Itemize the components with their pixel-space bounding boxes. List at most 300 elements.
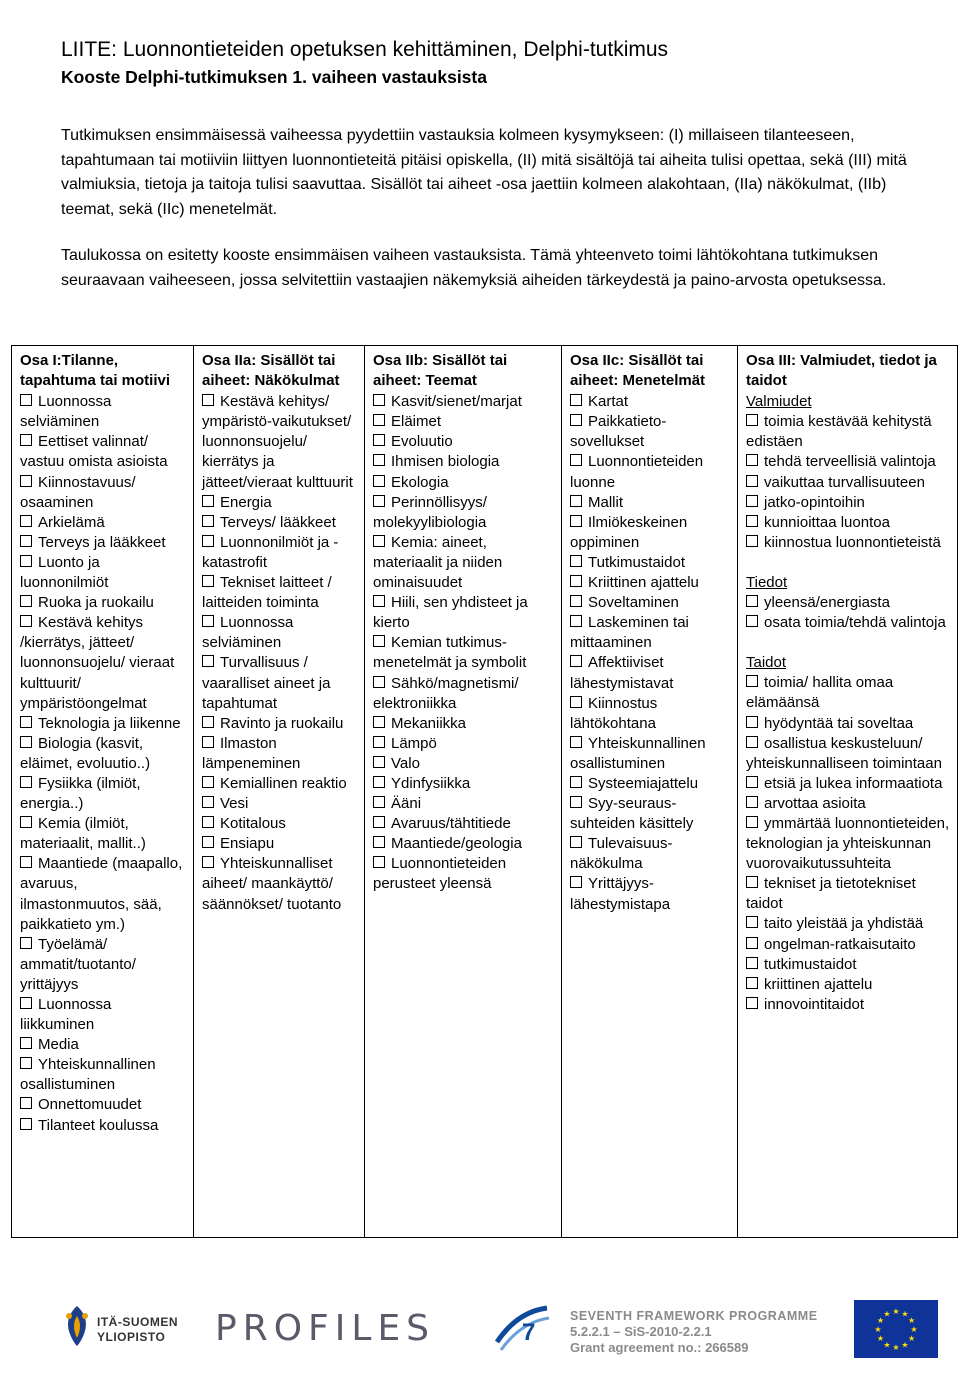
checkbox-icon (373, 394, 385, 406)
column-header: Osa IIb: Sisällöt tai aiheet: Teemat (373, 352, 508, 390)
checkbox-icon (570, 796, 582, 808)
checkbox-icon (20, 434, 32, 446)
item-list (373, 392, 555, 894)
checkbox-icon (746, 495, 758, 507)
list-item (746, 673, 951, 713)
checkbox-icon (746, 736, 758, 748)
list-item-label: Kartat (588, 393, 629, 411)
list-item (202, 814, 358, 834)
eu-star-icon: ★ (883, 1309, 891, 1319)
list-item (570, 412, 731, 452)
checkbox-icon (373, 676, 385, 688)
list-item-label: Yrittäjyys-lähestymistapa (570, 875, 671, 913)
checkbox-icon (746, 816, 758, 828)
list-item-label: ymmärtää luonnontieteiden, teknologian ja yhteiskunnan vuorovaikutussuhteita (746, 814, 950, 873)
eu-star-icon: ★ (892, 1343, 900, 1352)
checkbox-icon (570, 555, 582, 567)
list-item (202, 573, 358, 613)
list-item (20, 734, 187, 774)
list-item-label: Soveltaminen (588, 594, 679, 612)
column-header: Osa I:Tilanne, tapahtuma tai motiivi (20, 352, 171, 390)
intro-text-2: Taulukossa on esitetty kooste ensimmäisen vaiheen vastauksista. Tämä yhteenveto toimi lähtökohtana tutkimuksen seuraavaan vaiheeseen, jossa selvitettiin vastaajien näkemyksiä aiheiden tärkeydestä ja paino-arvosta opetuksessa. (61, 247, 887, 289)
section-title-tiedot: Tiedot (746, 573, 788, 591)
list-item (746, 935, 951, 955)
list-item (570, 874, 731, 914)
list-item (373, 392, 555, 412)
list-item-label: Mekaniikka (391, 714, 467, 732)
list-item (373, 452, 555, 472)
list-item-label: vaikuttaa turvallisuuteen (764, 473, 925, 491)
checkbox-icon (746, 916, 758, 928)
list-item (746, 914, 951, 934)
list-item-label: osallistua keskusteluun/ yhteiskunnalliseen toimintaan (746, 734, 942, 772)
checkbox-icon (202, 575, 214, 587)
list-item-label: Media (38, 1036, 79, 1054)
list-item (20, 1035, 187, 1055)
list-item (570, 573, 731, 593)
list-item (746, 593, 951, 613)
list-item (202, 834, 358, 854)
checkbox-icon (373, 454, 385, 466)
list-item (746, 995, 951, 1015)
checkbox-icon (20, 937, 32, 949)
checkbox-icon (20, 475, 32, 487)
uef-name (97, 1315, 178, 1345)
column-header: Osa IIa: Sisällöt tai aiheet: Näkökulmat (202, 352, 340, 390)
column-osa-iic (562, 346, 738, 1238)
checkbox-icon (746, 977, 758, 989)
checkbox-icon (746, 937, 758, 949)
list-item-label: Kemia: aineet, materiaalit ja niiden ominaisuudet (373, 533, 503, 592)
list-item (373, 834, 555, 854)
eu-star-icon: ★ (908, 1334, 916, 1343)
list-item (570, 613, 731, 653)
checkbox-icon (570, 394, 582, 406)
list-item-label: Kiinnostus lähtökohtana (570, 694, 658, 732)
list-item-label: Kestävä kehitys/ ympäristö-vaikutukset/ luonnonsuojelu/ kierrätys ja jätteet/vieraat kulttuurit (202, 393, 353, 491)
item-list (202, 392, 358, 914)
list-item (570, 392, 731, 412)
checkbox-icon (20, 1118, 32, 1130)
list-item (373, 473, 555, 493)
list-item-label: Kemiallinen reaktio (220, 774, 347, 792)
fp7-line-2: 5.2.2.1 – SiS-2010-2.2.1 (570, 1324, 712, 1339)
list-item-label: Tutkimustaidot (588, 553, 685, 571)
list-item-label: Kestävä kehitys /kierrätys, jätteet/ luonnonsuojelu/ vieraat kulttuurit/ ympäristöongelmat (20, 614, 175, 712)
list-item (373, 533, 555, 593)
checkbox-icon (20, 776, 32, 788)
list-item-label: Luonnontieteiden perusteet yleensä (373, 855, 507, 893)
checkbox-icon (373, 796, 385, 808)
list-item (20, 392, 187, 432)
list-item (202, 513, 358, 533)
checkbox-icon (373, 836, 385, 848)
list-item (20, 1116, 187, 1136)
list-item-label: Tilanteet koulussa (38, 1116, 159, 1134)
list-item-label: hyödyntää tai soveltaa (764, 714, 914, 732)
list-item-label: Biologia (kasvit, eläimet, evoluutio..) (20, 734, 151, 772)
checkbox-icon (202, 856, 214, 868)
eu-star-icon: ★ (892, 1307, 900, 1316)
checkbox-icon (373, 414, 385, 426)
summary-table (11, 345, 958, 1238)
eu-stars-icon (854, 1300, 938, 1358)
checkbox-icon (20, 394, 32, 406)
checkbox-icon (20, 615, 32, 627)
column-osa-iii (738, 346, 958, 1238)
checkbox-icon (20, 595, 32, 607)
list-item-label: Luonnossa selviäminen (20, 393, 112, 431)
list-item (746, 412, 951, 452)
checkbox-icon (570, 595, 582, 607)
checkbox-icon (202, 736, 214, 748)
page-title: LIITE: Luonnontieteiden opetuksen kehittäminen, Delphi-tutkimus (61, 38, 669, 61)
list-item (570, 734, 731, 774)
list-item-label: Vesi (220, 795, 249, 813)
checkbox-icon (570, 655, 582, 667)
item-list (20, 392, 187, 1135)
uef-line-2: YLIOPISTO (97, 1330, 166, 1344)
list-item (570, 694, 731, 734)
list-item-label: taito yleistää ja yhdistää (764, 915, 924, 933)
checkbox-icon (570, 836, 582, 848)
eu-star-icon: ★ (901, 1309, 909, 1319)
list-item-label: Sähkö/magnetismi/ elektroniikka (373, 674, 519, 712)
checkbox-icon (20, 716, 32, 728)
intro-paragraph-1 (61, 124, 909, 222)
eu-star-icon: ★ (883, 1340, 891, 1350)
checkbox-icon (746, 515, 758, 527)
list-item-label: Yhteiskunnalliset aiheet/ maankäyttö/ säännökset/ tuotanto (202, 855, 342, 913)
checkbox-icon (746, 454, 758, 466)
list-item (20, 1055, 187, 1095)
list-item-label: Ekologia (391, 473, 449, 491)
intro-text-1: Tutkimuksen ensimmäisessä vaiheessa pyydettiin vastauksia kolmeen kysymykseen: (I) millaiseen tilanteeseen, tapahtumaan tai motiiviin liittyen luonnontieteitä pitäisi opiskella, (II) mitä sisältöjä tai aiheita tulisi opettaa, sekä (III) mitä valmiuksia, tietoja ja taitoja tulisi saavuttaa. Sisällöt tai aiheet -osa jaettiin kolmeen alakohtaan, (IIa) näkökulmat, (IIb) teemat, sekä (IIc) menetelmät. (61, 127, 907, 218)
list-item (373, 854, 555, 894)
list-item (373, 754, 555, 774)
list-item (20, 774, 187, 814)
list-item-label: Ääni (391, 795, 422, 813)
list-item-label: Ensiapu (220, 835, 275, 853)
list-item-label: Maantiede (maapallo, avaruus, ilmastonmuutos, sää, paikkatieto ym.) (20, 855, 183, 933)
list-item (746, 493, 951, 513)
list-item-label: Lämpö (391, 734, 437, 752)
item-list (746, 412, 951, 553)
list-item (570, 774, 731, 794)
checkbox-icon (746, 716, 758, 728)
list-item (202, 613, 358, 653)
list-item (373, 734, 555, 754)
checkbox-icon (746, 595, 758, 607)
checkbox-icon (373, 856, 385, 868)
list-item (202, 533, 358, 573)
list-item-label: Kasvit/sienet/marjat (391, 393, 522, 411)
eu-star-icon: ★ (874, 1325, 882, 1334)
list-item (202, 794, 358, 814)
list-item (202, 734, 358, 774)
checkbox-icon (570, 876, 582, 888)
list-item-label: osata toimia/tehdä valintoja (764, 614, 946, 632)
list-item-label: kriittinen ajattelu (764, 975, 873, 993)
checkbox-icon (20, 1057, 32, 1069)
checkbox-icon (373, 776, 385, 788)
checkbox-icon (20, 555, 32, 567)
section-title-valmiudet: Valmiudet (746, 393, 812, 411)
eu-flag (854, 1300, 938, 1358)
list-item (20, 513, 187, 533)
list-item-label: Terveys ja lääkkeet (38, 533, 166, 551)
checkbox-icon (746, 997, 758, 1009)
list-item-label: Kemian tutkimus-menetelmät ja symbolit (373, 634, 527, 672)
list-item (570, 452, 731, 492)
checkbox-icon (202, 394, 214, 406)
list-item (373, 412, 555, 432)
checkbox-icon (20, 816, 32, 828)
checkbox-icon (202, 615, 214, 627)
checkbox-icon (373, 635, 385, 647)
checkbox-icon (202, 836, 214, 848)
list-item-label: jatko-opintoihin (764, 493, 865, 511)
checkbox-icon (373, 495, 385, 507)
list-item-label: Luonnossa selviäminen (202, 614, 294, 652)
list-item (373, 814, 555, 834)
list-item (20, 814, 187, 854)
list-item-label: Ydinfysiikka (391, 774, 471, 792)
list-item (570, 553, 731, 573)
checkbox-icon (746, 615, 758, 627)
list-item (746, 814, 951, 874)
eu-star-icon: ★ (876, 1316, 884, 1325)
list-item (202, 854, 358, 914)
list-item (20, 593, 187, 613)
list-item-label: Luonnontieteiden luonne (570, 453, 704, 491)
list-item-label: tehdä terveellisiä valintoja (764, 453, 936, 471)
checkbox-icon (373, 736, 385, 748)
list-item-label: Ilmiökeskeinen oppiminen (570, 513, 688, 551)
svg-text:7: 7 (522, 1319, 536, 1346)
list-item-label: Energia (220, 493, 272, 511)
list-item-label: kunnioittaa luontoa (764, 513, 890, 531)
checkbox-icon (202, 716, 214, 728)
list-item-label: Kotitalous (220, 815, 286, 833)
list-item (20, 533, 187, 553)
list-item (20, 473, 187, 513)
list-item-label: tekniset ja tietotekniset taidot (746, 875, 916, 913)
checkbox-icon (746, 957, 758, 969)
list-item (373, 674, 555, 714)
list-item-label: Työelämä/ ammatit/tuotanto/ yrittäjyys (20, 935, 136, 993)
list-item-label: Valo (391, 754, 420, 772)
list-item (20, 553, 187, 593)
checkbox-icon (202, 776, 214, 788)
page-subtitle: Kooste Delphi-tutkimuksen 1. vaiheen vastauksista (61, 67, 487, 87)
checkbox-icon (202, 495, 214, 507)
checkbox-icon (373, 756, 385, 768)
list-item (20, 995, 187, 1035)
list-item-label: Perinnöllisyys/ molekyylibiologia (373, 493, 487, 531)
checkbox-icon (373, 595, 385, 607)
list-item-label: Yhteiskunnallinen osallistuminen (20, 1056, 156, 1094)
list-item (746, 714, 951, 734)
list-item (570, 493, 731, 513)
column-header: Osa III: Valmiudet, tiedot ja taidot (746, 352, 937, 390)
list-item-label: Kemia (ilmiöt, materiaalit, mallit..) (20, 815, 146, 853)
eu-star-icon: ★ (901, 1340, 909, 1350)
list-item-label: Hiili, sen yhdisteet ja kierto (373, 594, 528, 632)
list-item (746, 874, 951, 914)
checkbox-icon (373, 475, 385, 487)
list-item-label: Ilmaston lämpeneminen (202, 734, 301, 772)
checkbox-icon (20, 856, 32, 868)
item-list (746, 673, 951, 1015)
checkbox-icon (746, 776, 758, 788)
list-item-label: Yhteiskunnallinen osallistuminen (570, 734, 706, 772)
list-item (20, 854, 187, 934)
checkbox-icon (373, 535, 385, 547)
list-item-label: Luonnossa liikkuminen (20, 996, 112, 1034)
list-item (373, 774, 555, 794)
list-item (570, 593, 731, 613)
list-item-label: Turvallisuus / vaaralliset aineet ja tapahtumat (202, 654, 331, 712)
list-item-label: toimia/ hallita omaa elämäänsä (746, 674, 894, 712)
list-item (373, 493, 555, 533)
checkbox-icon (570, 515, 582, 527)
list-item-label: arvottaa asioita (764, 794, 866, 812)
list-item-label: Ravinto ja ruokailu (220, 714, 344, 732)
list-item-label: Eläimet (391, 413, 442, 431)
checkbox-icon (746, 675, 758, 687)
checkbox-icon (373, 716, 385, 728)
list-item-label: Syy-seuraus-suhteiden käsittely (570, 795, 694, 833)
list-item (373, 432, 555, 452)
list-item (20, 613, 187, 713)
checkbox-icon (20, 736, 32, 748)
list-item (20, 935, 187, 995)
list-item-label: innovointitaidot (764, 995, 865, 1013)
list-item-label: Systeemiajattelu (588, 774, 699, 792)
list-item-label: Mallit (588, 493, 624, 511)
list-item (746, 975, 951, 995)
list-item (373, 593, 555, 633)
checkbox-icon (20, 997, 32, 1009)
item-list (570, 392, 731, 914)
checkbox-icon (202, 816, 214, 828)
intro-paragraph-2 (61, 244, 909, 293)
list-item-label: Paikkatieto-sovellukset (570, 413, 667, 451)
checkbox-icon (202, 515, 214, 527)
list-item-label: Avaruus/tähtitiede (391, 815, 511, 833)
column-osa-iib (365, 346, 562, 1238)
list-item-label: Laskeminen tai mittaaminen (570, 614, 689, 652)
list-item-label: kiinnostua luonnontieteistä (764, 533, 941, 551)
list-item-label: Evoluutio (391, 433, 453, 451)
list-item-label: etsiä ja lukea informaatiota (764, 774, 943, 792)
list-item-label: Luonto ja luonnonilmiöt (20, 553, 109, 592)
list-item (746, 452, 951, 472)
checkbox-icon (373, 816, 385, 828)
list-item-label: toimia kestävää kehitystä edistäen (746, 413, 932, 451)
column-osa-i (12, 346, 194, 1238)
list-item-label: yleensä/energiasta (764, 594, 890, 612)
table-row (12, 346, 958, 1238)
checkbox-icon (570, 575, 582, 587)
item-list (746, 593, 951, 633)
profiles-logo: PROFILES (215, 1308, 436, 1349)
list-item (20, 1095, 187, 1115)
uef-line-1: ITÄ-SUOMEN (97, 1315, 178, 1329)
list-item (746, 794, 951, 814)
checkbox-icon (202, 655, 214, 667)
checkbox-icon (20, 1037, 32, 1049)
list-item-label: Terveys/ lääkkeet (220, 513, 336, 531)
list-item (373, 633, 555, 673)
checkbox-icon (373, 434, 385, 446)
checkbox-icon (202, 796, 214, 808)
list-item-label: Ruoka ja ruokailu (38, 594, 154, 612)
list-item (202, 714, 358, 734)
eu-star-icon: ★ (910, 1325, 918, 1334)
list-item (202, 392, 358, 492)
fp7-text (570, 1308, 818, 1356)
list-item (746, 473, 951, 493)
list-item (570, 834, 731, 874)
fp7-logo-icon (487, 1302, 557, 1362)
list-item-label: Arkielämä (38, 513, 105, 531)
list-item (746, 533, 951, 553)
list-item-label: ongelman-ratkaisutaito (764, 935, 916, 953)
list-item-label: Fysiikka (ilmiöt, energia..) (20, 774, 141, 813)
fp7-line-1: SEVENTH FRAMEWORK PROGRAMME (570, 1309, 818, 1323)
list-item (570, 794, 731, 834)
list-item (746, 955, 951, 975)
list-item (746, 774, 951, 794)
list-item (373, 794, 555, 814)
checkbox-icon (20, 515, 32, 527)
list-item-label: Kriittinen ajattelu (588, 574, 699, 592)
list-item (570, 513, 731, 553)
list-item-label: Maantiede/geologia (391, 835, 522, 853)
list-item-label: Tulevaisuus-näkökulma (570, 835, 673, 873)
list-item (373, 714, 555, 734)
checkbox-icon (202, 535, 214, 547)
checkbox-icon (20, 1097, 32, 1109)
list-item (20, 432, 187, 472)
checkbox-icon (746, 535, 758, 547)
checkbox-icon (570, 736, 582, 748)
fp7-line-3: Grant agreement no.: 266589 (570, 1340, 749, 1355)
eu-star-icon: ★ (908, 1316, 916, 1325)
list-item-label: Ihmisen biologia (391, 453, 500, 471)
checkbox-icon (570, 615, 582, 627)
list-item-label: Eettiset valinnat/ vastuu omista asioista (20, 433, 168, 471)
list-item (746, 613, 951, 633)
list-item (202, 493, 358, 513)
checkbox-icon (570, 696, 582, 708)
checkbox-icon (20, 535, 32, 547)
list-item (20, 714, 187, 734)
column-header: Osa IIc: Sisällöt tai aiheet: Menetelmät (570, 352, 706, 390)
list-item (202, 774, 358, 794)
checkbox-icon (746, 796, 758, 808)
list-item-label: Onnettomuudet (38, 1096, 142, 1114)
list-item-label: Luonnonilmiöt ja -katastrofit (202, 533, 339, 571)
checkbox-icon (570, 495, 582, 507)
column-osa-iia (194, 346, 365, 1238)
checkbox-icon (746, 876, 758, 888)
checkbox-icon (570, 454, 582, 466)
list-item-label: Kiinnostavuus/ osaaminen (20, 473, 136, 511)
list-item-label: Affektiiviset lähestymistavat (570, 654, 674, 692)
